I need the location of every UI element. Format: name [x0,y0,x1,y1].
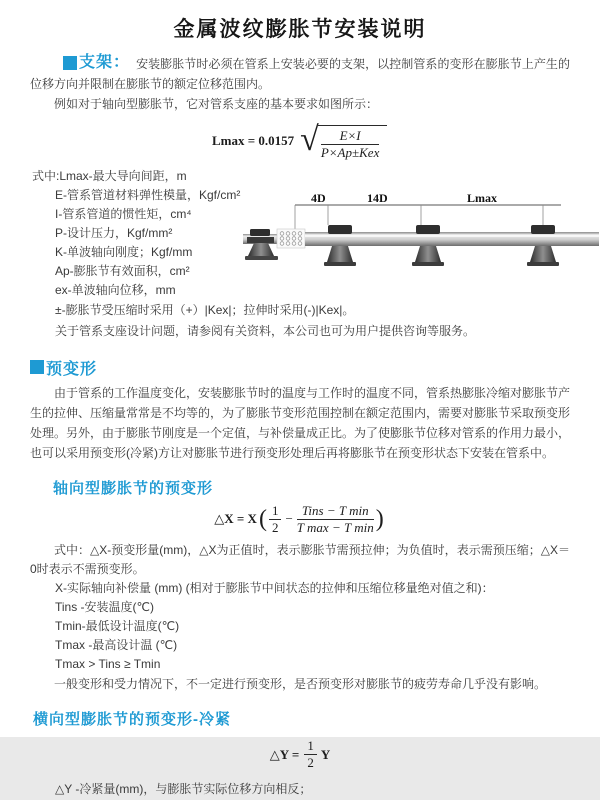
support-section-header [63,53,130,73]
definition-line: P-设计压力，Kgf/mm² [55,225,173,240]
formula3-denominator: 2 [307,755,314,771]
formula1-denominator: P×Ap±Kex [320,145,380,161]
sqrt-sign-glyph: √ [300,121,319,158]
lateral-predeform-formula [100,739,500,771]
guide-spacing-formula [212,122,600,161]
definition-line: K-单波轴向刚度；Kgf/mm [55,244,193,259]
anchor-body [247,237,274,243]
definition-line: Ap-膨胀节有效面积，cm² [55,263,190,278]
support-section-label: 支架： [79,54,131,71]
left-paren: ( [258,506,267,533]
anchor-base [245,256,278,260]
consult-note: 关于管系支座设计问题，请参阅有关资料，本公司也可为用户提供咨询等服务。 [55,323,476,338]
minus-operator: − [285,511,293,527]
dim-label-14d: 14D [367,191,388,205]
axial-predeform-formula [100,504,500,536]
formula3-lhs: △Y = [269,746,300,762]
axial-predeform-heading: 轴向型膨胀节的预变形 [53,479,214,497]
temp-def-line: Tins -安装温度(℃) [55,600,155,615]
formula1-lhs: Lmax = 0.0157 [212,133,295,149]
sqrt-radical [300,122,387,161]
section-marker-icon [63,56,77,70]
anchor-clamp [250,229,270,236]
formula3-numerator: 1 [304,739,317,755]
pipe-diagram-svg [243,192,600,278]
temp-def-line: Tmax > Tins ≥ Tmin [55,657,161,672]
formula2-lhs: △X = X [214,511,257,527]
formula2-numerator: Tins − T min [297,504,374,520]
definition-line: I-管系管道的惯性矩，cm⁴ [55,206,192,221]
predeform-section-label: 预变形 [46,360,98,378]
anchor-pedestal [248,243,274,256]
lateral-predeform-heading: 横向型膨胀节的预变形-冷紧 [33,711,231,729]
x-definition: X-实际轴向补偿量 (mm) (相对于膨胀节中间状态的拉伸和压缩位移量绝对值之和)： [55,581,494,596]
support-paragraph [30,53,570,94]
pipe-support-diagram [243,192,600,278]
half-numerator: 1 [269,504,282,520]
axial-formula-explain: 式中：△X-预变形量(mm)，△X为正值时，表示膨胀节需预拉伸；为负值时，表示需预压缩；△X＝0时表示不需预变形。 [30,543,570,577]
pipe [305,232,599,246]
dim-label-lmax: Lmax [467,191,497,205]
predeform-note: 一般变形和受力情况下，不一定进行预变形，是否预变形对膨胀节的疲劳寿命几乎没有影响。 [54,677,547,692]
predeform-paragraph: 由于管系的工作温度变化，安装膨胀节时的温度与工作时的温度不同，管系热膨胀冷缩对膨胀节产生的拉伸、压缩量常常是不均等的，为了膨胀节变形范围控制在额定范围内，需要对膨胀节采取预变形处理。另外，由于膨胀节刚度是一个定值，与补偿量成正比。为了使膨胀节位移对管系的作用力最小，也可以采用预变形(冷紧)方让对膨胀节进行预变形处理后再将膨胀节在预变形状态下安装在管系中。 [30,385,571,460]
pipe-highlight [305,235,599,238]
support-example-text: 例如对于轴向型膨胀节，它对管系支座的基本要求如图所示： [54,97,379,111]
right-paren: ) [375,506,384,533]
temp-def-line: Tmin-最低设计温度(℃) [55,619,180,634]
section-marker-icon [30,360,44,374]
dim-label-4d: 4D [311,191,326,205]
formula2-denominator: T max − T min [296,519,374,535]
definition-line: ex-单波轴向位移，mm [55,282,176,297]
cold-pull-note: △Y -冷紧量(mm)，与膨胀节实际位移方向相反； [55,781,312,796]
predeform-section-header [30,356,600,379]
half-denominator: 2 [271,519,279,535]
plus-minus-note: ±-膨胀节受压缩时采用（+）|Kex|；拉伸时采用(-)|Kex|。 [55,302,355,317]
page-title: 金属波纹膨胀节安装说明 [173,18,427,41]
formula3-rhs: Y [320,746,331,762]
temp-def-line: Tmax -最高设计温 (℃) [55,638,178,653]
formula1-numerator: E×I [321,129,380,145]
definition-line: E-管系管道材料弹性模量，Kgf/cm² [55,187,241,202]
support-intro-text: 安装膨胀节时必须在管系上安装必要的支架，以控制管系的变形在膨胀节上产生的位移方向并限制在膨胀节的额定位移范围内。 [30,57,570,91]
definition-line: 式中:Lmax-最大导向间距，m [32,168,187,183]
